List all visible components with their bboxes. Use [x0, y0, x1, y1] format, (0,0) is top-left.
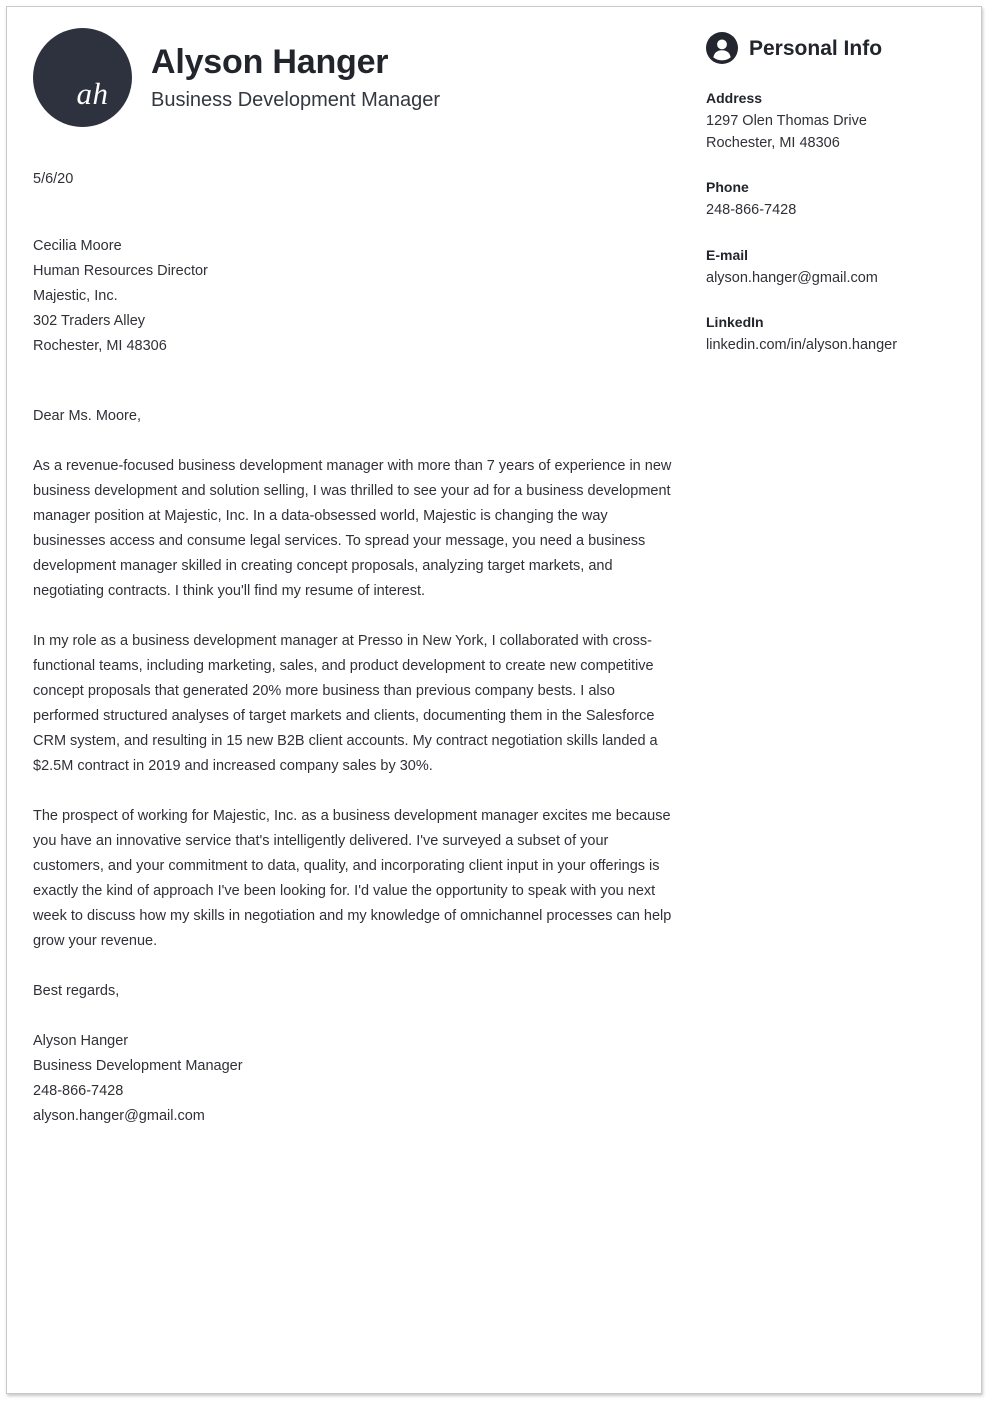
- body-paragraph: In my role as a business development manager at Presso in New York, I collaborated with cross-functional teams, including marketing, sales, and product development to create new competitive concept proposals that generated 20% more business than previous company bests. I also performed structured analyses of target markets and clients, documenting them in the Salesforce CRM system, and resulting in 15 new B2B client accounts. My contract negotiation skills landed a $2.5M contract in 2019 and increased company sales by 30%.: [33, 633, 658, 775]
- personal-info-title: Personal Info: [749, 36, 883, 60]
- monogram-avatar-icon: [33, 28, 132, 127]
- recipient-line: Human Resources Director: [33, 263, 208, 280]
- signature-line: 248-866-7428: [33, 1083, 124, 1100]
- sidebar-group-address: [706, 88, 968, 154]
- closing-line: Best regards,: [33, 983, 120, 1000]
- sidebar-label: Address: [706, 90, 763, 106]
- recipient-line: 302 Traders Alley: [33, 313, 146, 330]
- sidebar-value-line: 1297 Olen Thomas Drive: [706, 113, 867, 129]
- signature-block: [33, 1029, 675, 1129]
- avatar-monogram-text: ah: [76, 75, 109, 111]
- personal-info-header: [706, 31, 968, 65]
- sidebar-label: LinkedIn: [706, 314, 764, 330]
- sidebar-label: Phone: [706, 179, 749, 195]
- letter-date: 5/6/20: [33, 171, 74, 187]
- personal-info-sidebar: [706, 31, 968, 357]
- letter-column: [33, 27, 675, 1129]
- cover-letter-page: [6, 6, 982, 1394]
- sidebar-group-email: [706, 245, 968, 290]
- salutation: Dear Ms. Moore,: [33, 408, 141, 425]
- sidebar-value: [706, 200, 968, 222]
- person-icon: [706, 32, 738, 64]
- recipient-line: Cecilia Moore: [33, 238, 122, 255]
- sidebar-label: E-mail: [706, 246, 749, 263]
- sidebar-value-line: linkedin.com/in/alyson.hanger: [706, 337, 898, 353]
- signature-line: alyson.hanger@gmail.com: [33, 1108, 205, 1125]
- sidebar-value: [706, 335, 968, 357]
- applicant-name: Alyson Hanger: [151, 43, 389, 82]
- signature-line: Business Development Manager: [33, 1058, 243, 1075]
- sidebar-value: [706, 111, 968, 154]
- signature-line: Alyson Hanger: [33, 1033, 129, 1050]
- body-paragraph: As a revenue-focused business development manager with more than 7 years of experience in new business development and solution selling, I was thrilled to see your ad for a business development manager position at Majestic, Inc. In a data-obsessed world, Majestic is changing the way businesses access and consume legal services. To spread your message, you need a business development manager skilled in creating concept proposals, analyzing target markets, and negotiating contracts. I think you'll find my resume of interest.: [33, 458, 672, 600]
- body-paragraph: The prospect of working for Majestic, Inc. as a business development manager excites me because you have an innovative service that's intelligently delivered. I've surveyed a subset of your customers, and your commitment to data, quality, and incorporating client input in your offerings is exactly the kind of approach I've been looking for. I'd value the opportunity to speak with you next week to discuss how my skills in negotiation and my knowledge of omnichannel processes can help grow your revenue.: [33, 808, 672, 950]
- sidebar-group-linkedin: [706, 312, 968, 357]
- applicant-job-title: Business Development Manager: [151, 88, 441, 111]
- letter-header: [33, 27, 675, 127]
- sidebar-value-line: alyson.hanger@gmail.com: [706, 269, 878, 286]
- sidebar-value: [706, 268, 968, 290]
- sidebar-group-phone: [706, 177, 968, 222]
- recipient-block: [33, 234, 675, 359]
- recipient-line: Rochester, MI 48306: [33, 338, 167, 355]
- recipient-line: Majestic, Inc.: [33, 288, 118, 305]
- sidebar-value-line: 248-866-7428: [706, 202, 797, 218]
- header-text-block: [132, 41, 440, 112]
- sidebar-value-line: Rochester, MI 48306: [706, 134, 840, 151]
